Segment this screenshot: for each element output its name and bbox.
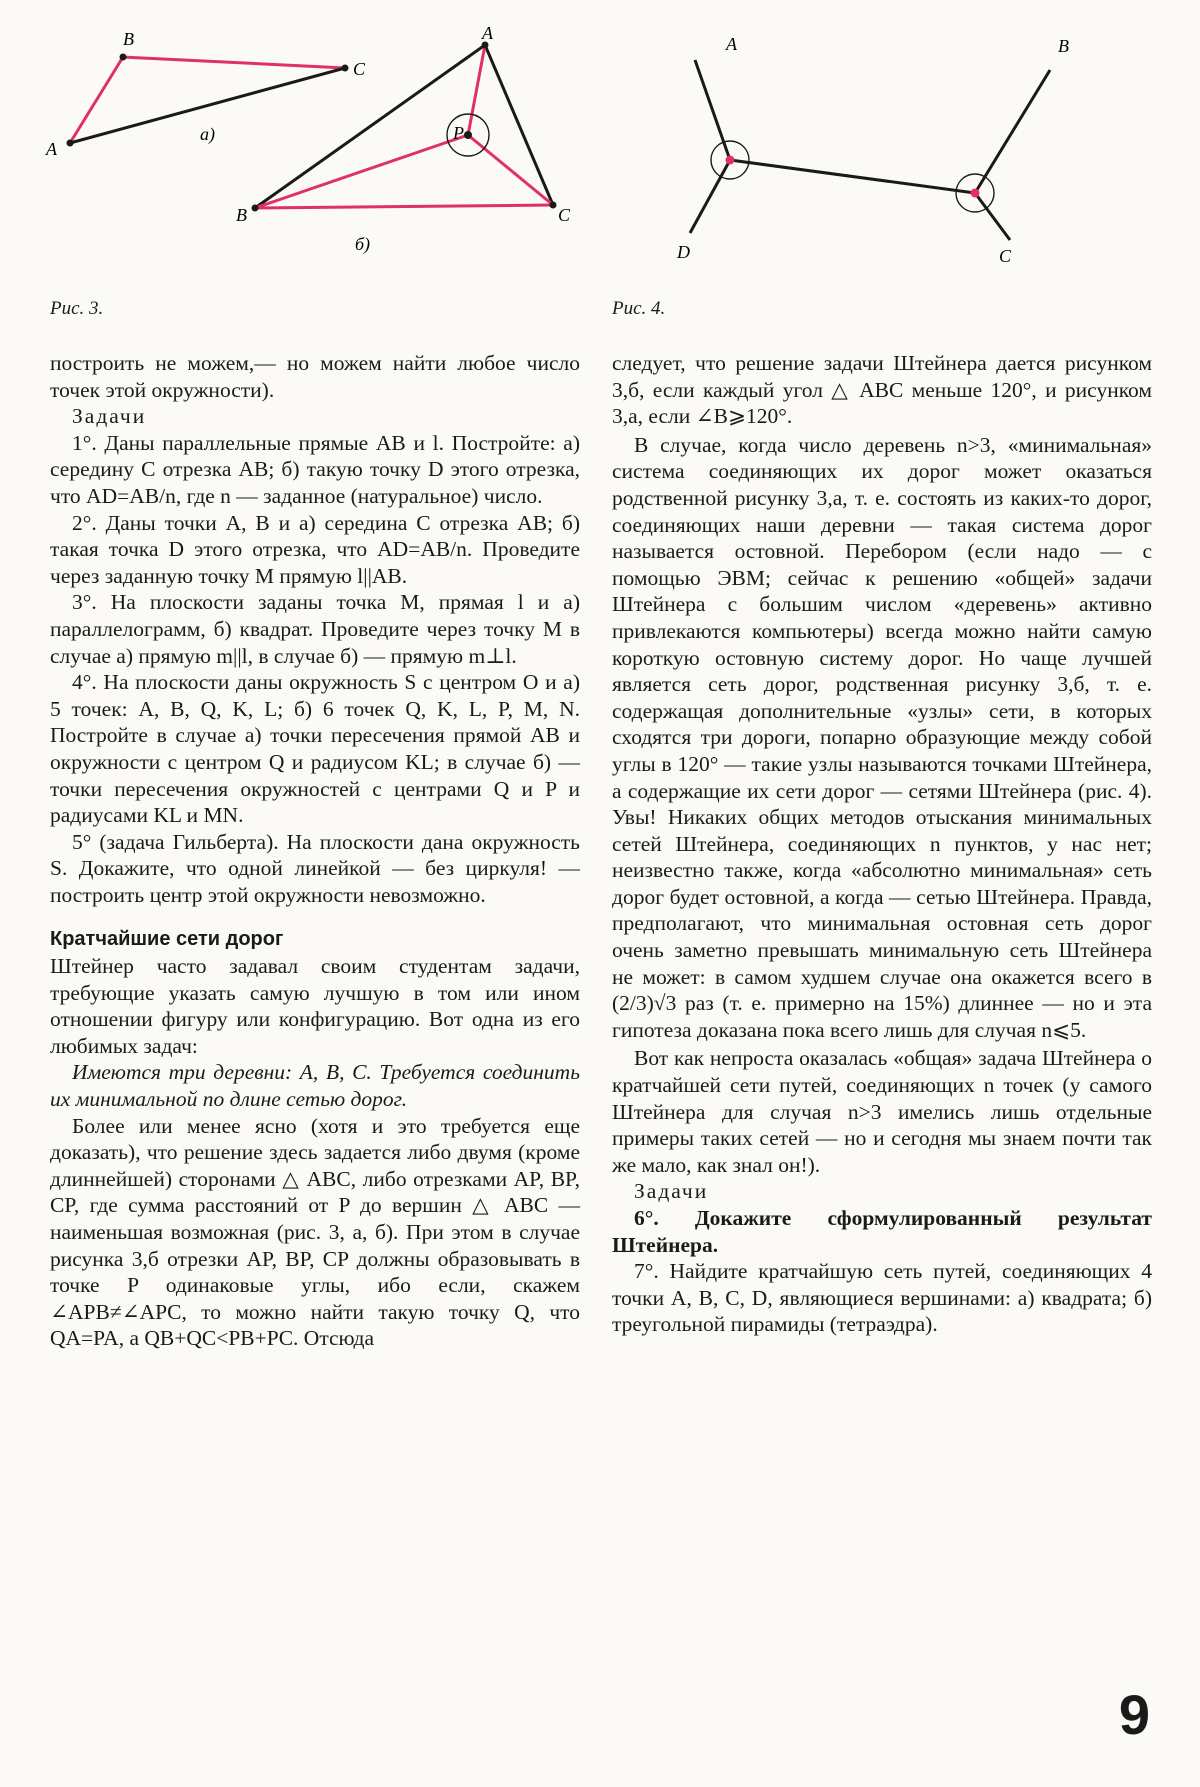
paragraph: Более или менее ясно (хотя и это требуется еще доказать), что решение здесь задается либо двумя (кроме длиннейшей) сторонами △ ABC, либо отрезками AP, BP, CP, где сумма расстояний от P до вершин △ ABC — наименьшая возможная (рис. 3, а, б). При этом в случае рисунка 3,б отрезки AP, BP, CP должны образовывать в точке P одинаковые углы, ибо если, скажем ∠APB≠∠APC, то можно найти такую точку Q, что QA=PA, а QB+QC<PB+PC. Отсюда <box>50 1113 580 1351</box>
label-p: P <box>453 123 464 143</box>
figure-4 <box>665 30 1085 270</box>
segment-bp <box>255 135 468 208</box>
label-c: C <box>353 59 366 79</box>
task-7: 7°. Найдите кратчайшую сеть путей, соединяющих 4 точки A, B, C, D, являющиеся вершинами: а) квадрата; б) треугольной пирамиды (тетраэдра). <box>612 1259 1152 1337</box>
figure-4-caption: Рис. 4. <box>612 298 666 319</box>
road-a <box>695 60 730 160</box>
task-6: 6°. Докажите сформулированный результат Штейнера. <box>612 1206 1152 1257</box>
segment-cp <box>468 135 553 205</box>
section-heading: Кратчайшие сети дорог <box>50 928 284 951</box>
point-b <box>252 205 259 212</box>
task-3: 3°. На плоскости заданы точка M, прямая l и а) параллелограмм, б) квадрат. Проведите через точку M в случае а) прямую m||l, в случае б) — прямую m⊥l. <box>50 590 580 668</box>
page-number: 9 <box>1118 1683 1150 1746</box>
segment-ap <box>468 45 485 135</box>
road-d <box>690 160 730 233</box>
problem-statement: Имеются три деревни: A, B, C. Требуется соединить их минимальной по длине сетью дорог. <box>50 1060 580 1112</box>
label-b: B <box>236 205 247 225</box>
point-a <box>67 140 74 147</box>
tasks-heading: Задачи <box>634 1179 709 1204</box>
task-5: 5° (задача Гильберта). На плоскости дана окружность S. Докажите, что одной линейкой — без циркуля! — построить центр этой окружности невозможно. <box>50 829 580 907</box>
figure-3b <box>236 23 580 265</box>
point-c <box>550 202 557 209</box>
tasks-heading: Задачи <box>72 404 147 429</box>
label-b: B <box>1058 36 1069 56</box>
figure-3-caption: Рис. 3. <box>50 298 104 319</box>
label-c: C <box>558 205 571 225</box>
steiner-point-1 <box>726 156 735 165</box>
sublabel-b: б) <box>355 234 371 254</box>
left-column <box>50 350 580 1352</box>
paragraph: Штейнер часто задавал своим студентам задачи, требующие указать самую лучшую в том или ином отношении фигуру или конфигурацию. Вот одна из его любимых задач: <box>50 954 580 1058</box>
paragraph: построить не можем,— но можем найти любое число точек этой окружности). <box>50 351 580 402</box>
paragraph: следует, что решение задачи Штейнера дается рисунком 3,б, если каждый угол △ ABC меньше 120°, и рисунком 3,а, если ∠B⩾120°. <box>612 351 1152 429</box>
steiner-point-2 <box>971 189 980 198</box>
point-b <box>120 54 127 61</box>
road-b <box>975 70 1050 193</box>
side-ac <box>485 45 553 205</box>
point-p <box>464 131 472 139</box>
label-c: C <box>999 246 1012 266</box>
label-b: B <box>123 29 134 49</box>
road-middle <box>730 160 975 193</box>
label-a: A <box>726 34 737 54</box>
side-ab <box>255 45 485 208</box>
label-a: A <box>46 139 57 159</box>
task-4: 4°. На плоскости даны окружность S с центром O и а) 5 точек: A, B, Q, K, L; б) 6 точек Q, K, L, P, M, N. Постройте в случае а) точки пересечения прямой AB и окружности с центром Q и радиусом KL; в случае б) — точки пересечения окружностей с центрами Q и P и радиусами KL и MN. <box>50 670 580 828</box>
right-column <box>612 350 1152 1338</box>
label-d: D <box>677 242 690 262</box>
label-a: A <box>482 23 493 43</box>
paragraph: Вот как непроста оказалась «общая» задача Штейнера о кратчайшей сети путей, соединяющих n точек (у самого Штейнера для случая n>3 имелись лишь отдельные примеры таких сетей — но и сегодня мы знаем почти так же мало, как знал он!). <box>612 1046 1152 1177</box>
task-1: 1°. Даны параллельные прямые AB и l. Постройте: а) середину C отрезка AB; б) такую точку D этого отрезка, что AD=AB/n, где n — заданное (натуральное) число. <box>50 430 580 508</box>
paragraph: В случае, когда число деревень n>3, «минимальная» система соединяющих их дорог может оказаться родственной рисунку 3,а, т. е. состоять из каких-то дорог, соединяющих наши деревни — такая система дорог называется остовной. Перебором (если надо — с помощью ЭВМ; сейчас к решению «общей» задачи Штейнера с большим числом «деревень» активно привлекаются компьютеры) всегда можно найти самую короткую остовную систему дорог. Но чаще лучшей является сеть дорог, родственная рисунку 3,б, т. е. содержащая дополнительные «узлы» сети, в которых сходятся три дороги, попарно образующие между собой углы в 120° — такие узлы называются точками Штейнера, а содержащие их сети дорог — сетями Штейнера (рис. 4). Увы! Никаких общих методов отыскания минимальных сетей Штейнера, соединяющих n пунктов, у нас нет; неизвестно также, когда «абсолютно минимальная» сеть дорог будет остовной, а когда — сетью Штейнера. Правда, предполагают, что минимальная остовная сеть дорог очень заметно превышать минимальную сеть Штейнера не может: в самом худшем случае она окажется всего в (2/3)√3 раз (т. е. примерно на 15%) длиннее — но и эта гипотеза доказана пока всего лишь для случая n⩽5. <box>612 432 1152 1042</box>
side-bc <box>255 205 553 208</box>
sublabel-a: а) <box>200 124 215 144</box>
task-2: 2°. Даны точки A, B и а) середина C отрезка AB; б) такая точка D этого отрезка, что AD=AB/n. Проведите через заданную точку M прямую l||AB. <box>50 510 580 588</box>
